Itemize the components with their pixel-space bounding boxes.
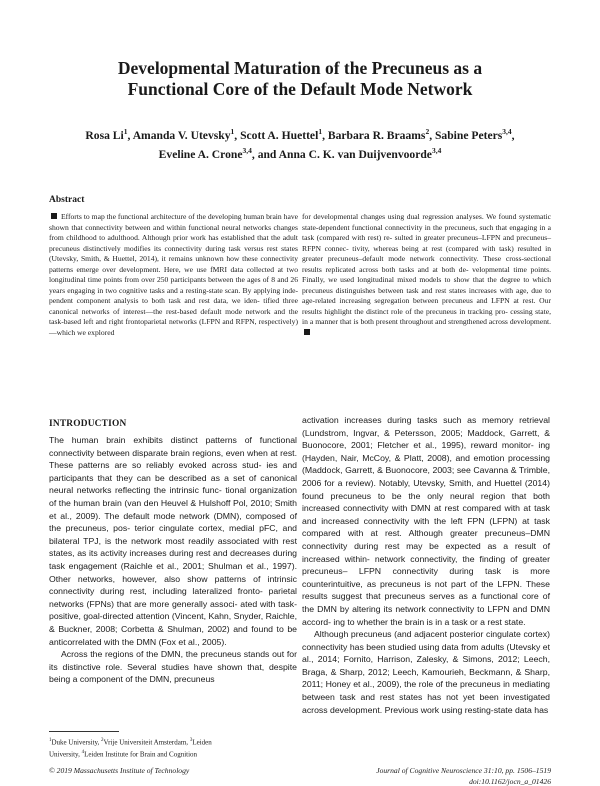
intro-right-column	[302, 414, 550, 716]
affiliation-text: Leiden	[192, 738, 212, 747]
author-affiliation-mark: 2	[425, 127, 430, 136]
affiliation-text: University,	[49, 749, 82, 758]
intro-paragraph-1: The human brain exhibits distinct patterns of functional connectivity between disparate brain regions, even when at rest. These patterns are so reliably evoked across stud- ies and participants that they can be described as a set of canonical neural networks reflecting the intrinsic func- tional organization of the human brain (van den Heuvel & Hulshoff Pol, 2010; Smith et al., 2009). The default mode network (DMN), composed of the precuneus, pos- terior cingulate cortex, medial pFC, and bilateral TPJ, is the network most readily associated with rest states, as its activity increases during rest and decreases during task engagement (Raichle et al., 2001; Shulman et al., 1997). Other networks, however, also show patterns of intrinsic connectivity during rest, including lateralized fronto- parietal networks (FPNs) that are more generally associ- ated with task-positive, goal-directed attention (Vincent, Kahn, Snyder, Raichle, & Buckner, 2008; Corbetta & Shulman, 2002) and found to be anticorrelated with the DMN (Fox et al., 2005).	[49, 435, 297, 647]
affiliation-mark: 1	[49, 738, 52, 743]
author-name: Scott A. Huettel	[240, 128, 319, 142]
abstract-end-square	[304, 329, 310, 335]
introduction-heading: INTRODUCTION	[49, 419, 127, 429]
author-affiliation-mark: 3,4	[242, 146, 252, 156]
affiliation-text: Duke University,	[51, 738, 102, 747]
author-affiliation-mark: 1	[318, 127, 323, 136]
intro-paragraph-2: Across the regions of the DMN, the precuneus stands out for its distinctive role. Several studies have shown that, despite being a component of the DMN, precuneus	[49, 649, 297, 685]
author-line-1: Rosa Li$^1$, Amanda V. Utevsky$^1$, Scott A. Huettel$^1$, Barbara R. Braams$^2$, Sabine Peters$^{3,4}$,	[85, 127, 515, 142]
intro-paragraph-4: Although precuneus (and adjacent posterior cingulate cortex) connectivity has been studied using data from adults (Utevsky et al., 2014; Fornito, Harrison, Zalesky, & Simons, 2012; Leech, Braga, & Sharp, 2012; Leech, Kamourieh, Beckmann, & Sharp, 2011; Honey et al., 2009), the role of the precuneus in mediating between task and rest states has not yet been investigated across development. Previous work using resting-state data has	[302, 629, 550, 715]
author-name: Eveline A. Crone	[158, 148, 243, 162]
author-name: Sabine Peters	[434, 128, 503, 142]
author-affiliation-mark: 3,4	[431, 146, 442, 156]
author-affiliation-mark: 3,4	[502, 127, 512, 136]
author-list	[40, 124, 560, 163]
journal-citation: Journal of Cognitive Neuroscience 31:10, pp. 1506–1519	[376, 766, 551, 775]
copyright-notice: © 2019 Massachusetts Institute of Technology	[49, 766, 190, 775]
author-line-2: Eveline A. Crone$^{3,4}$, and Anna C. K. van Duijvenvoorde$^{3,4}$	[158, 146, 442, 162]
author-name: Anna C. K. van Duijvenvoorde	[278, 148, 432, 162]
abstract-left-column	[49, 212, 298, 338]
doi-link[interactable]: doi:10.1162/jocn_a_01426	[469, 777, 551, 786]
author-affiliation-mark: 1	[123, 127, 128, 136]
intro-paragraph-3: activation increases during tasks such as memory retrieval (Lundstrom, Ingvar, & Petersson, 2005; Maddock, Garrett, & Buonocore, 2001; Fletcher et al., 1995), reward monitor- ing (Hayden, Nair, McCoy, & Platt, 2008), and emotion processing (Maddock, Garrett, & Buonocore, 2003; see Cavanna & Trimble, 2006 for a review). Notably, Utevsky, Smith, and Huettel (2014) found precuneus to be the only neural region that both increased connectivity with DMN at rest compared with at task and increased connectivity with the left FPN (LFPN) at task compared with at rest. Although greater precuneus–DMN connectivity during rest may be expected as a result of increased within- network connectivity, the finding of greater precuneus– LFPN connectivity during task is more counterintuitive, as precuneus is not part of the LFPN. These results suggest that precuneus serves as a functional core of the DMN by altering its network connectivity to LFPN and DMN accord- ing to whether the brain is in a task or a rest state.	[302, 415, 550, 627]
author-name: Amanda V. Utevsky	[132, 128, 231, 142]
footnote-rule	[49, 731, 119, 732]
abstract-start-square	[51, 213, 57, 219]
affiliation-text: Vrije Universiteit Amsterdam,	[103, 738, 190, 747]
author-affiliation-mark: 1	[230, 127, 235, 136]
title-line-2: Functional Core of the Default Mode Network	[127, 79, 473, 99]
abstract-text-right: for developmental changes using dual regression analyses. We found systematic state-dependent functional connectivity in the precuneus, such that engaging in a task (compared with rest) re- sulted in greater precuneus–LFPN and precuneus–RFPN connec- tivity, whereas being at rest (compared with task) resulted in greater precuneus–default mode network connectivity. These cross-sectional results replicated across both tasks and at both de- velopmental time points. Finally, we used longitudinal mixed models to show that the degree to which precuneus distinguishes between task and rest states increases with age, due to age-related increasing segregation between precuneus and LFPN at rest. Our results highlight the distinct role of the precuneus in tracking pro- cessing state, in a manner that is both present throughout and strengthened across development.	[302, 212, 551, 326]
affiliation-mark: 4	[81, 749, 85, 755]
abstract-text-left: Efforts to map the functional architecture of the developing human brain have shown that connectivity between and within functional neural networks changes from childhood to adulthood. Although prior work has established that the adult precuneus distinctively modifies its connectivity during task versus rest states (Utevsky, Smith, & Huettel, 2014), it remains unknown how these connectivity patterns emerge over development. Here, we use fMRI data collected at two longitudinal time points from over 250 participants between the ages of 8 and 26 years engaging in two cognitive tasks and a resting-state scan. By applying inde- pendent component analysis to both task and rest data, we iden- tified three canonical networks of interest—the rest-based default mode network and the task-based left and right frontoparietal networks (LFPN and RFPN, respectively)—which we explored	[49, 212, 298, 337]
title-line-1: Developmental Maturation of the Precuneus as a	[117, 58, 483, 78]
paper-title	[40, 58, 560, 100]
author-name: Barbara R. Braams	[327, 128, 426, 142]
intro-left-column	[49, 434, 297, 686]
abstract-heading: Abstract	[49, 195, 85, 205]
affiliation-mark: 3	[189, 738, 193, 743]
affiliation-text: Leiden Institute for Brain and Cognition	[84, 749, 198, 758]
author-name: Rosa Li	[85, 128, 124, 142]
affiliation-mark: 2	[101, 738, 104, 743]
abstract-right-column	[302, 212, 551, 338]
affiliations-footnote	[49, 736, 297, 759]
